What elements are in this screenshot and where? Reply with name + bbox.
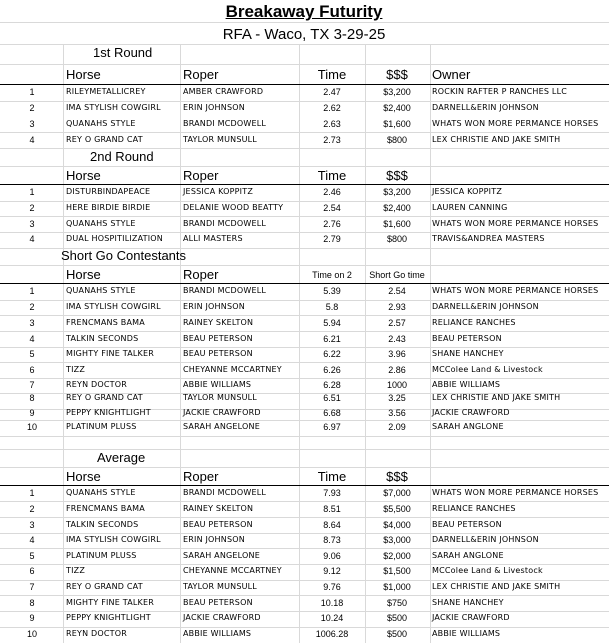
average-row-owner: BEAU PETERSON (432, 520, 502, 529)
average-row-horse: REYN DOCTOR (66, 629, 128, 638)
shortgo-heading: Short Go Contestants (61, 248, 187, 263)
shortgo-header-horse: Horse (66, 267, 101, 282)
round1-row-owner: WHATS WON MORE PERMANCE HORSES (432, 119, 599, 128)
shortgo-row-time-on-2: 5.39 (323, 286, 341, 296)
average-row-time: 9.76 (323, 582, 341, 592)
shortgo-row-owner: LEX CHRISTIE AND JAKE SMITH (432, 393, 561, 402)
average-row-roper: ERIN JOHNSON (183, 535, 245, 544)
average-row-place: 2 (29, 504, 35, 514)
round1-row-place: 4 (29, 135, 35, 145)
row-gridline (0, 315, 609, 316)
average-row-money: $7,000 (383, 488, 411, 498)
round1-row-money: $2,400 (383, 103, 411, 113)
shortgo-row-horse: QUANAHS STYLE (66, 286, 136, 295)
row-gridline (0, 378, 609, 379)
average-row-horse: QUANAHS STYLE (66, 488, 136, 497)
shortgo-row-roper: BRANDI MCDOWELL (183, 286, 267, 295)
shortgo-row-time-on-2: 6.97 (323, 422, 341, 432)
shortgo-row-time-on-2: 5.94 (323, 318, 341, 328)
shortgo-row-short-go-time: 2.43 (388, 334, 406, 344)
shortgo-row-owner: JACKIE CRAWFORD (432, 408, 510, 417)
page-subtitle: RFA - Waco, TX 3-29-25 (222, 26, 386, 43)
row-gridline (0, 362, 609, 363)
row-gridline (0, 627, 609, 628)
row-gridline (0, 132, 609, 133)
round2-row-horse: DUAL HOSPITILIZATION (66, 234, 163, 243)
round1-row-owner: DARNELL&ERIN JOHNSON (432, 103, 539, 112)
average-row-place: 3 (29, 520, 35, 530)
shortgo-row-time-on-2: 6.28 (323, 380, 341, 390)
shortgo-row-roper: CHEYANNE MCCARTNEY (183, 365, 282, 374)
round2-heading: 2nd Round (90, 149, 154, 164)
average-row-horse: REY O GRAND CAT (66, 582, 143, 591)
row-gridline (0, 216, 609, 217)
round1-row-money: $800 (386, 135, 408, 145)
row-gridline (0, 595, 609, 596)
round2-row-money: $800 (386, 234, 408, 244)
row-gridline (0, 22, 609, 23)
round2-row-roper: JESSICA KOPPITZ (183, 187, 254, 196)
average-row-owner: SARAH ANGLONE (432, 551, 504, 560)
round2-row-horse: QUANAHS STYLE (66, 219, 136, 228)
shortgo-row-owner: RELIANCE RANCHES (432, 318, 516, 327)
shortgo-header-time-on-2: Time on 2 (312, 270, 352, 280)
average-row-place: 7 (29, 582, 35, 592)
shortgo-row-place: 8 (29, 393, 35, 403)
round1-row-time: 2.73 (323, 135, 341, 145)
round1-header-owner: Owner (432, 67, 471, 82)
shortgo-row-short-go-time: 2.57 (388, 318, 406, 328)
row-gridline (0, 517, 609, 518)
row-gridline (0, 331, 609, 332)
shortgo-row-owner: MCColee Land & Livestock (432, 365, 543, 374)
shortgo-row-roper: BEAU PETERSON (183, 334, 253, 343)
shortgo-row-short-go-time: 2.54 (388, 286, 406, 296)
row-gridline (0, 467, 609, 468)
round2-row-place: 1 (29, 187, 35, 197)
round2-row-horse: HERE BIRDIE BIRDIE (66, 203, 151, 212)
column-gridline (365, 44, 366, 643)
round2-row-money: $2,400 (383, 203, 411, 213)
shortgo-row-horse: PEPPY KNIGHTLIGHT (66, 408, 151, 417)
average-row-roper: JACKIE CRAWFORD (183, 613, 261, 622)
round1-header-time: Time (317, 67, 347, 82)
round2-header-horse: Horse (66, 168, 101, 183)
round1-row-horse: IMA STYLISH COWGIRL (66, 103, 161, 112)
round2-row-place: 4 (29, 234, 35, 244)
row-gridline (0, 420, 609, 421)
average-heading: Average (97, 450, 146, 465)
average-row-horse: TIZZ (66, 566, 86, 575)
average-row-time: 9.06 (323, 551, 341, 561)
average-row-place: 10 (26, 629, 38, 639)
row-gridline (0, 533, 609, 534)
round2-row-owner: WHATS WON MORE PERMANCE HORSES (432, 219, 599, 228)
round2-row-time: 2.79 (323, 234, 341, 244)
column-gridline (299, 44, 300, 643)
round2-row-money: $3,200 (383, 187, 411, 197)
average-row-money: $1,000 (383, 582, 411, 592)
row-gridline (0, 347, 609, 348)
shortgo-row-horse: FRENCMANS BAMA (66, 318, 145, 327)
average-row-money: $4,000 (383, 520, 411, 530)
shortgo-row-horse: PLATINUM PLUSS (66, 422, 137, 431)
shortgo-row-short-go-time: 2.09 (388, 422, 406, 432)
shortgo-row-roper: SARAH ANGELONE (183, 422, 260, 431)
row-gridline (0, 564, 609, 565)
average-header-roper: Roper (183, 469, 219, 484)
average-row-horse: FRENCMANS BAMA (66, 504, 145, 513)
shortgo-row-horse: REYN DOCTOR (66, 380, 128, 389)
shortgo-row-time-on-2: 6.21 (323, 334, 341, 344)
shortgo-row-short-go-time: 3.56 (388, 408, 406, 418)
shortgo-row-roper: ABBIE WILLIAMS (183, 380, 252, 389)
shortgo-row-owner: ABBIE WILLIAMS (432, 380, 501, 389)
row-gridline (0, 300, 609, 301)
round2-row-time: 2.54 (323, 203, 341, 213)
round1-row-horse: RILEYMETALLICREY (66, 87, 146, 96)
average-header-money: $$$ (386, 469, 408, 484)
average-row-roper: BEAU PETERSON (183, 520, 253, 529)
row-gridline (0, 44, 609, 45)
round1-header-money: $$$ (386, 67, 408, 82)
average-row-roper: ABBIE WILLIAMS (183, 629, 252, 638)
average-row-owner: ABBIE WILLIAMS (432, 629, 501, 638)
shortgo-row-owner: BEAU PETERSON (432, 334, 502, 343)
shortgo-row-owner: SARAH ANGLONE (432, 422, 504, 431)
round1-row-place: 3 (29, 119, 35, 129)
average-row-place: 8 (29, 598, 35, 608)
round1-heading: 1st Round (93, 45, 153, 60)
average-row-owner: RELIANCE RANCHES (432, 504, 516, 513)
round1-row-horse: QUANAHS STYLE (66, 119, 136, 128)
shortgo-row-short-go-time: 1000 (386, 380, 408, 390)
shortgo-row-short-go-time: 2.93 (388, 302, 406, 312)
shortgo-row-place: 10 (26, 422, 38, 432)
shortgo-row-place: 3 (29, 318, 35, 328)
shortgo-row-horse: IMA STYLISH COWGIRL (66, 302, 161, 311)
shortgo-row-time-on-2: 6.51 (323, 393, 341, 403)
average-row-roper: RAINEY SKELTON (183, 504, 254, 513)
average-row-place: 4 (29, 535, 35, 545)
row-gridline (0, 232, 609, 233)
round2-row-money: $1,600 (383, 219, 411, 229)
round2-row-owner: JESSICA KOPPITZ (432, 187, 503, 196)
shortgo-row-short-go-time: 2.86 (388, 365, 406, 375)
round2-row-owner: TRAVIS&ANDREA MASTERS (432, 234, 545, 243)
round1-row-money: $1,600 (383, 119, 411, 129)
average-row-money: $500 (386, 629, 408, 639)
average-row-money: $500 (386, 613, 408, 623)
round2-header-time: Time (317, 168, 347, 183)
shortgo-row-time-on-2: 6.26 (323, 365, 341, 375)
page-title: Breakaway Futurity (225, 2, 383, 21)
round2-row-horse: DISTURBINDAPEACE (66, 187, 151, 196)
row-gridline (0, 201, 609, 202)
header-separator (0, 485, 609, 486)
average-row-owner: DARNELL&ERIN JOHNSON (432, 535, 539, 544)
round2-header-roper: Roper (183, 168, 219, 183)
row-gridline (0, 449, 609, 450)
shortgo-row-owner: SHANE HANCHEY (432, 349, 504, 358)
shortgo-row-horse: REY O GRAND CAT (66, 393, 143, 402)
average-row-money: $3,000 (383, 535, 411, 545)
average-row-horse: MIGHTY FINE TALKER (66, 598, 154, 607)
round1-row-horse: REY O GRAND CAT (66, 135, 143, 144)
round1-header-roper: Roper (183, 67, 219, 82)
average-row-roper: CHEYANNE MCCARTNEY (183, 566, 282, 575)
shortgo-row-time-on-2: 6.22 (323, 349, 341, 359)
shortgo-row-place: 7 (29, 380, 35, 390)
average-row-owner: JACKIE CRAWFORD (432, 613, 510, 622)
round1-header-horse: Horse (66, 67, 101, 82)
column-gridline (180, 44, 181, 643)
row-gridline (0, 548, 609, 549)
average-row-time: 1006.28 (315, 629, 349, 639)
shortgo-row-short-go-time: 3.25 (388, 393, 406, 403)
average-row-owner: SHANE HANCHEY (432, 598, 504, 607)
average-row-owner: MCColee Land & Livestock (432, 566, 543, 575)
round2-row-roper: ALLI MASTERS (183, 234, 243, 243)
header-separator (0, 283, 609, 284)
shortgo-row-place: 4 (29, 334, 35, 344)
shortgo-row-place: 9 (29, 408, 35, 418)
round1-row-place: 2 (29, 103, 35, 113)
round1-row-money: $3,200 (383, 87, 411, 97)
header-separator (0, 84, 609, 85)
shortgo-row-roper: BEAU PETERSON (183, 349, 253, 358)
shortgo-row-place: 6 (29, 365, 35, 375)
shortgo-row-place: 1 (29, 286, 35, 296)
average-row-horse: TALKIN SECONDS (66, 520, 139, 529)
shortgo-row-roper: RAINEY SKELTON (183, 318, 254, 327)
average-header-time: Time (317, 469, 347, 484)
average-row-owner: LEX CHRISTIE AND JAKE SMITH (432, 582, 561, 591)
shortgo-row-owner: WHATS WON MORE PERMANCE HORSES (432, 286, 599, 295)
row-gridline (0, 436, 609, 437)
round1-row-time: 2.62 (323, 103, 341, 113)
round1-row-owner: LEX CHRISTIE AND JAKE SMITH (432, 135, 561, 144)
average-row-place: 9 (29, 613, 35, 623)
shortgo-row-roper: JACKIE CRAWFORD (183, 408, 261, 417)
header-separator (0, 184, 609, 185)
round2-row-roper: DELANIE WOOD BEATTY (183, 203, 284, 212)
row-gridline (0, 166, 609, 167)
shortgo-row-owner: DARNELL&ERIN JOHNSON (432, 302, 539, 311)
shortgo-row-roper: TAYLOR MUNSULL (183, 393, 257, 402)
shortgo-header-short-go-time: Short Go time (369, 270, 425, 280)
row-gridline (0, 611, 609, 612)
average-row-money: $5,500 (383, 504, 411, 514)
round2-row-time: 2.76 (323, 219, 341, 229)
round2-row-place: 3 (29, 219, 35, 229)
round2-row-owner: LAUREN CANNING (432, 203, 508, 212)
average-row-money: $1,500 (383, 566, 411, 576)
round1-row-place: 1 (29, 87, 35, 97)
shortgo-row-horse: MIGHTY FINE TALKER (66, 349, 154, 358)
average-row-horse: IMA STYLISH COWGIRL (66, 535, 161, 544)
average-row-owner: WHATS WON MORE PERMANCE HORSES (432, 488, 599, 497)
round2-row-place: 2 (29, 203, 35, 213)
column-gridline (430, 44, 431, 643)
average-row-place: 5 (29, 551, 35, 561)
shortgo-row-horse: TIZZ (66, 365, 86, 374)
average-row-time: 7.93 (323, 488, 341, 498)
average-row-place: 6 (29, 566, 35, 576)
average-row-time: 9.12 (323, 566, 341, 576)
average-row-roper: TAYLOR MUNSULL (183, 582, 257, 591)
average-row-money: $750 (386, 598, 408, 608)
shortgo-row-short-go-time: 3.96 (388, 349, 406, 359)
row-gridline (0, 64, 609, 65)
average-row-place: 1 (29, 488, 35, 498)
average-row-time: 10.18 (320, 598, 344, 608)
average-row-roper: BRANDI MCDOWELL (183, 488, 267, 497)
round1-row-roper: ERIN JOHNSON (183, 103, 245, 112)
average-row-horse: PEPPY KNIGHTLIGHT (66, 613, 151, 622)
shortgo-row-place: 5 (29, 349, 35, 359)
row-gridline (0, 501, 609, 502)
average-row-time: 8.73 (323, 535, 341, 545)
round1-row-roper: TAYLOR MUNSULL (183, 135, 257, 144)
shortgo-row-roper: ERIN JOHNSON (183, 302, 245, 311)
average-row-roper: SARAH ANGELONE (183, 551, 260, 560)
round1-row-roper: AMBER CRAWFORD (183, 87, 264, 96)
round1-row-time: 2.63 (323, 119, 341, 129)
average-row-horse: PLATINUM PLUSS (66, 551, 137, 560)
column-gridline (63, 44, 64, 643)
average-row-money: $2,000 (383, 551, 411, 561)
average-row-time: 8.51 (323, 504, 341, 514)
row-gridline (0, 101, 609, 102)
average-row-time: 8.64 (323, 520, 341, 530)
average-row-roper: BEAU PETERSON (183, 598, 253, 607)
average-header-horse: Horse (66, 469, 101, 484)
round1-row-time: 2.47 (323, 87, 341, 97)
round2-row-roper: BRANDI MCDOWELL (183, 219, 267, 228)
round1-row-roper: BRANDI MCDOWELL (183, 119, 267, 128)
shortgo-row-time-on-2: 5.8 (325, 302, 339, 312)
round2-row-time: 2.46 (323, 187, 341, 197)
shortgo-header-roper: Roper (183, 267, 219, 282)
average-row-time: 10.24 (320, 613, 344, 623)
round2-header-money: $$$ (386, 168, 408, 183)
shortgo-row-horse: TALKIN SECONDS (66, 334, 139, 343)
row-gridline (0, 580, 609, 581)
shortgo-row-time-on-2: 6.68 (323, 408, 341, 418)
row-gridline (0, 265, 609, 266)
shortgo-row-place: 2 (29, 302, 35, 312)
round1-row-owner: ROCKIN RAFTER P RANCHES LLC (432, 87, 568, 96)
